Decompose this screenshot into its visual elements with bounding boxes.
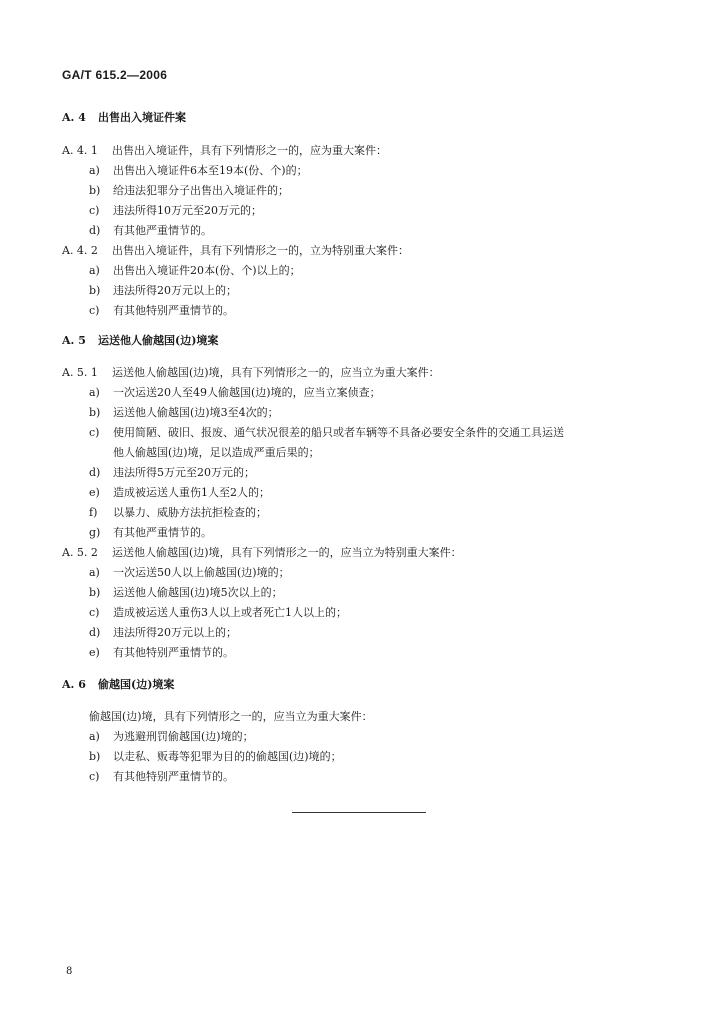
clause-text: 运送他人偷越国(边)境，具有下列情形之一的，应当立为重大案件： — [112, 366, 440, 379]
clause-line — [89, 526, 212, 540]
clause-line — [89, 466, 255, 480]
clause-line — [89, 730, 254, 744]
clause-number: d) — [89, 466, 101, 479]
clause-line — [89, 406, 279, 420]
clause-number: f) — [89, 506, 98, 519]
clause-text: 有其他特别严重情节的。 — [113, 304, 234, 317]
clause-number: c) — [89, 426, 100, 439]
clause-line — [89, 606, 347, 620]
clause-text: 运送他人偷越国(边)境案 — [98, 334, 219, 347]
clause-line — [89, 646, 234, 660]
clause-line — [89, 486, 270, 500]
clause-text: 一次运送20人至49人偷越国(边)境的，应当立案侦查； — [113, 386, 381, 399]
section-heading — [62, 678, 174, 692]
clause-number: A. 5. 2 — [62, 546, 98, 559]
clause-number: d) — [89, 626, 101, 639]
clause-text: 违法所得20万元以上的； — [113, 626, 237, 639]
clause-number: b) — [89, 284, 101, 297]
clause-line — [89, 626, 237, 640]
clause-text: 有其他严重情节的。 — [113, 526, 212, 539]
clause-line — [89, 586, 283, 600]
clause-text: 偷越国(边)境案 — [98, 678, 175, 691]
document-code-header: GA/T 615.2—2006 — [62, 68, 168, 82]
clause-text: 出售出入境证件6本至19本(份、个)的； — [113, 164, 308, 177]
clause-line — [89, 184, 289, 198]
clause-text: 有其他特别严重情节的。 — [113, 770, 234, 783]
clause-text: 违法所得10万元至20万元的； — [113, 204, 262, 217]
clause-number: g) — [89, 526, 101, 539]
clause-text: 造成被运送人重伤3人以上或者死亡1人以上的； — [113, 606, 347, 619]
clause-number: b) — [89, 184, 101, 197]
clause-line — [113, 446, 320, 460]
clause-number: b) — [89, 586, 101, 599]
clause-line — [89, 750, 342, 764]
clause-line — [89, 506, 267, 520]
clause-text: 给违法犯罪分子出售出入境证件的； — [113, 184, 289, 197]
clause-number: e) — [89, 486, 100, 499]
clause-text: 一次运送50人以上偷越国(边)境的； — [113, 566, 290, 579]
clause-line — [89, 204, 262, 218]
clause-text: 出售出入境证件，具有下列情形之一的，立为特别重大案件： — [112, 244, 409, 257]
clause-line — [62, 366, 440, 380]
clause-number: A. 4. 2 — [62, 244, 98, 257]
page-number: 8 — [66, 966, 73, 977]
clause-number: a) — [89, 386, 100, 399]
clause-text: 为逃避刑罚偷越国(边)境的； — [113, 730, 254, 743]
clause-text: 以暴力、威胁方法抗拒检查的； — [113, 506, 267, 519]
clause-text: 运送他人偷越国(边)境，具有下列情形之一的，应当立为特别重大案件： — [112, 546, 462, 559]
clause-text: 他人偷越国(边)境，足以造成严重后果的； — [113, 446, 320, 459]
end-rule — [292, 812, 426, 813]
clause-text: 有其他严重情节的。 — [113, 224, 212, 237]
section-heading — [62, 111, 186, 125]
clause-number: c) — [89, 606, 100, 619]
clause-line — [89, 304, 234, 318]
clause-line — [89, 224, 212, 238]
clause-line — [89, 284, 237, 298]
clause-number: d) — [89, 224, 101, 237]
clause-number: A. 4 — [62, 111, 86, 124]
clause-number: e) — [89, 646, 100, 659]
clause-line — [89, 770, 234, 784]
clause-number: b) — [89, 406, 101, 419]
clause-line — [89, 710, 373, 724]
clause-text: 违法所得20万元以上的； — [113, 284, 237, 297]
clause-number: a) — [89, 730, 100, 743]
clause-number: A. 5. 1 — [62, 366, 98, 379]
clause-number: c) — [89, 204, 100, 217]
clause-line — [89, 566, 290, 580]
clause-number: a) — [89, 164, 100, 177]
clause-line — [89, 426, 564, 440]
clause-line — [62, 144, 387, 158]
clause-text: 以走私、贩毒等犯罪为目的的偷越国(边)境的； — [113, 750, 342, 763]
clause-text: 运送他人偷越国(边)境5次以上的； — [113, 586, 283, 599]
clause-text: 出售出入境证件20本(份、个)以上的； — [113, 264, 301, 277]
clause-line — [89, 386, 381, 400]
clause-text: 偷越国(边)境，具有下列情形之一的，应当立为重大案件： — [89, 710, 373, 723]
clause-text: 使用简陋、破旧、报废、通气状况很差的船只或者车辆等不具备必要安全条件的交通工具运送 — [113, 426, 564, 439]
clause-text: 造成被运送人重伤1人至2人的； — [113, 486, 270, 499]
clause-line — [89, 164, 308, 178]
clause-number: a) — [89, 566, 100, 579]
clause-number: A. 6 — [62, 678, 86, 691]
clause-line — [62, 546, 462, 560]
clause-number: c) — [89, 770, 100, 783]
clause-number: A. 4. 1 — [62, 144, 98, 157]
clause-number: a) — [89, 264, 100, 277]
clause-text: 运送他人偷越国(边)境3至4次的； — [113, 406, 279, 419]
clause-line — [89, 264, 301, 278]
clause-number: b) — [89, 750, 101, 763]
clause-number: c) — [89, 304, 100, 317]
clause-text: 违法所得5万元至20万元的； — [113, 466, 255, 479]
clause-text: 出售出入境证件案 — [98, 111, 186, 124]
clause-number: A. 5 — [62, 334, 86, 347]
clause-text: 出售出入境证件，具有下列情形之一的，应为重大案件： — [112, 144, 387, 157]
section-heading — [62, 334, 218, 348]
clause-line — [62, 244, 409, 258]
clause-text: 有其他特别严重情节的。 — [113, 646, 234, 659]
